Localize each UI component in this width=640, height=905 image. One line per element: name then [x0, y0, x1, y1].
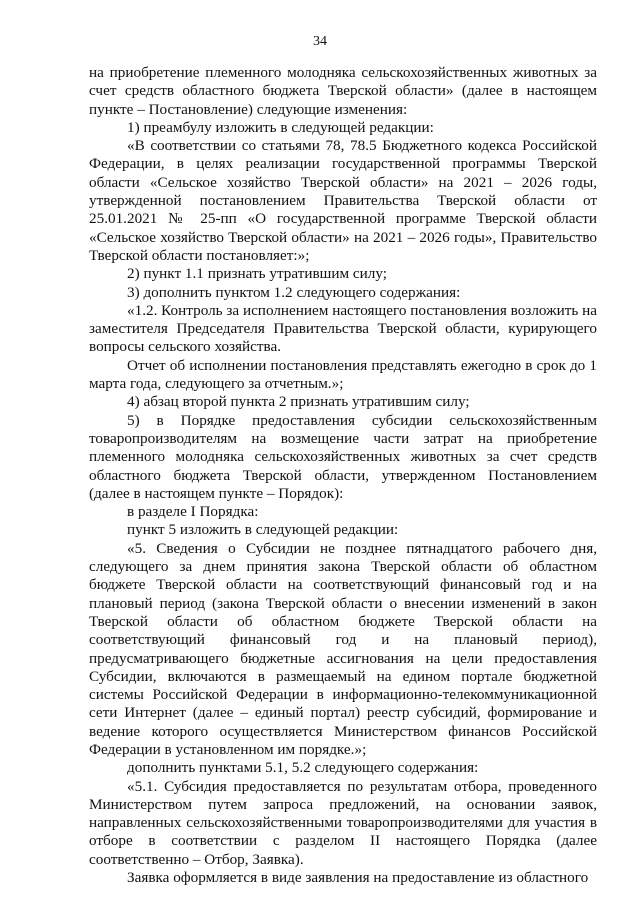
paragraph-item-5: 5) в Порядке предоставления субсидии сельскохозяйственным товаропроизводителям на возмещение части затрат на приобретение племенного молодняка сельскохозяйственных животных за счет средств областного бюджета Тверской области, утвержденном Постановлением (далее в настоящем пункте – Порядок): [89, 411, 597, 502]
paragraph-continuation: на приобретение племенного молодняка сельскохозяйственных животных за счет средств областного бюджета Тверской области» (далее в настоящем пункте – Постановление) следующие изменения: [89, 64, 597, 118]
page-number: 34 [313, 34, 327, 49]
paragraph-report: Отчет об исполнении постановления представлять ежегодно в срок до 1 марта года, следующего за отчетным.»; [89, 356, 597, 393]
paragraph-item-2: 2) пункт 1.1 признать утратившим силу; [127, 265, 387, 283]
paragraph-point-5: «5. Сведения о Субсидии не позднее пятнадцатого рабочего дня, следующего за днем принятия закона Тверской области об областном бюджете Тверской области на соответствующий финансовый год и на плановый период (закона Тверской области о внесении изменений в закон Тверской области об областном бюджете Тверской области на соответствующий финансовый год и на плановый период), предусматривающего бюджетные ассигнования на цели предоставления Субсидии, включаются в размещаемый на едином портале бюджетной системы Российской Федерации в информационно-телекоммуникационной сети Интернет (далее – единый портал) реестр субсидий, формирование и ведение которого осуществляется Министерством финансов Российской Федерации в установленном им порядке.»; [89, 539, 597, 758]
body-text [89, 64, 597, 887]
paragraph-item-4: 4) абзац второй пункта 2 признать утратившим силу; [127, 393, 470, 411]
paragraph-item-1: 1) преамбулу изложить в следующей редакции: [127, 118, 434, 136]
paragraph-section-1: в разделе I Порядка: [127, 503, 259, 521]
paragraph-clause-1-2: «1.2. Контроль за исполнением настоящего постановления возложить на заместителя Председателя Правительства Тверской области, курирующего вопросы сельского хозяйства. [89, 301, 597, 356]
paragraph-point-5-intro: пункт 5 изложить в следующей редакции: [127, 521, 399, 539]
paragraph-item-3: 3) дополнить пунктом 1.2 следующего содержания: [127, 283, 461, 301]
paragraph-preamble-quote: «В соответствии со статьями 78, 78.5 Бюджетного кодекса Российской Федерации, в целях реализации государственной программы Тверской области «Сельское хозяйство Тверской области» на 2021 – 2026 годы, утвержденной постановлением Правительства Тверской области от 25.01.2021 № 25-пп «О государственной программе Тверской области «Сельское хозяйство Тверской области» на 2021 – 2026 годы», Правительство Тверской области постановляет:»; [89, 137, 597, 264]
paragraph-add-points: дополнить пунктами 5.1, 5.2 следующего содержания: [127, 759, 479, 777]
paragraph-point-5-1: «5.1. Субсидия предоставляется по результатам отбора, проведенного Министерством путем запроса предложений, на основании заявок, направленных сельскохозяйственными товаропроизводителями для участия в отборе в соответствии с разделом II настоящего Порядка (далее соответственно – Отбор, Заявка). [89, 777, 597, 868]
paragraph-application: Заявка оформляется в виде заявления на предоставление из областного [127, 869, 589, 887]
